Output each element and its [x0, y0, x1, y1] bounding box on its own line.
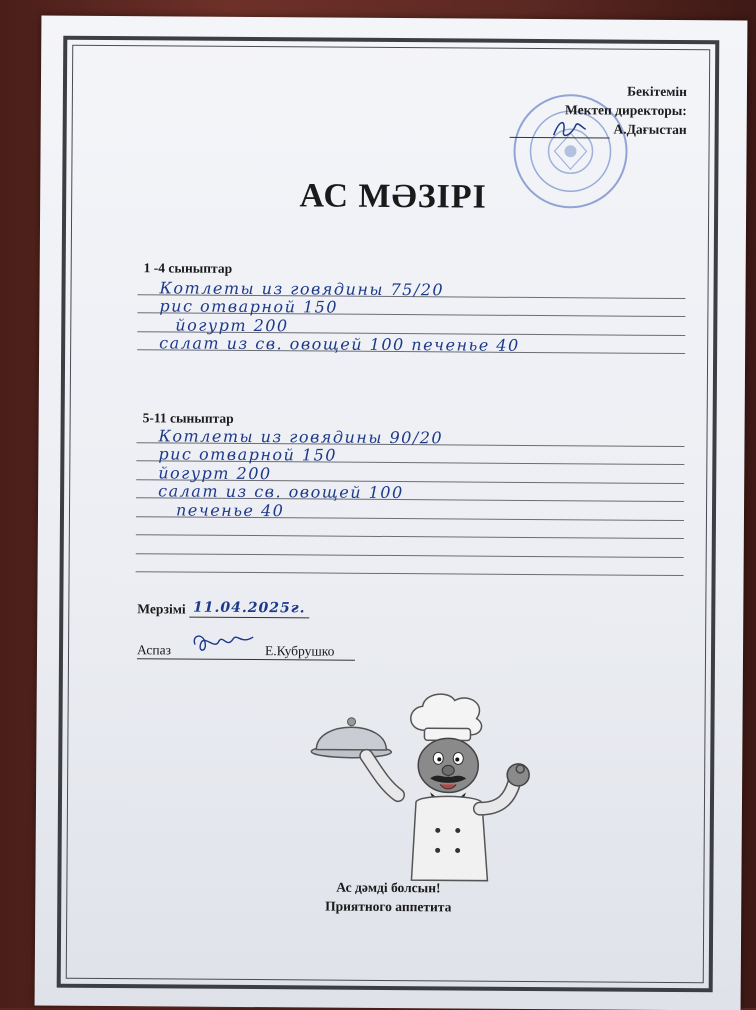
director-signature-line	[509, 123, 609, 139]
menu-line: салат из св. овощей 100 печенье 40	[137, 332, 685, 354]
date-value: 11.04.2025г.	[193, 599, 306, 617]
page-title: АС МӘЗІРІ	[299, 177, 487, 216]
menu-line: печенье 40	[136, 498, 684, 520]
date-label: Мерзімі	[137, 601, 186, 617]
menu-line: рис отварной 150	[137, 295, 685, 317]
footer	[35, 876, 741, 919]
footer-russian: Приятного аппетита	[325, 898, 452, 915]
director-name: А.Дағыстан	[613, 121, 687, 138]
group-1-lines	[137, 276, 686, 354]
menu-line: йогурт 200	[137, 313, 685, 335]
menu-line: Котлеты из говядины 90/20	[136, 424, 684, 446]
menu-sheet	[35, 16, 748, 1010]
menu-line: салат из св. овощей 100	[136, 480, 684, 502]
date-field	[137, 600, 309, 618]
cook-label: Аспаз	[136, 642, 172, 658]
menu-line: йогурт 200	[136, 461, 684, 483]
approval-label: Бекітемін	[627, 83, 688, 100]
menu-line	[136, 554, 684, 576]
director-signature	[549, 117, 589, 141]
group-2-label: 5-11 сыныптар	[142, 410, 234, 426]
group-2-lines	[136, 424, 685, 576]
cook-signature	[189, 631, 259, 657]
chef-illustration	[305, 689, 556, 891]
group-1-label: 1 -4 сыныптар	[143, 260, 233, 276]
approval-block	[509, 81, 687, 139]
cook-field	[137, 642, 355, 661]
menu-line: Котлеты из говядины 75/20	[138, 276, 686, 298]
cook-name: Е.Кубрушко	[264, 643, 335, 659]
menu-line: рис отварной 150	[136, 443, 684, 465]
approval-role: Мектеп директоры:	[565, 102, 687, 119]
footer-kazakh: Ас дәмді болсын!	[336, 879, 441, 896]
